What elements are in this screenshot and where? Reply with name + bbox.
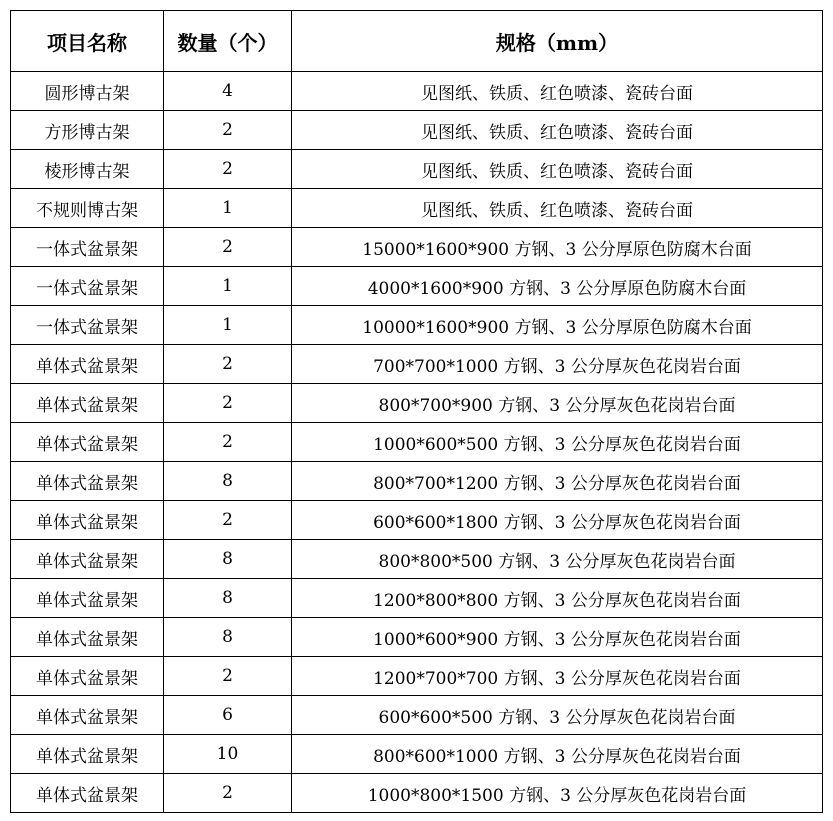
table-row bbox=[11, 189, 823, 228]
specification-cell: 800*700*1200 方钢、3 公分厚灰色花岗岩台面 bbox=[292, 462, 823, 501]
specification-cell: 600*600*1800 方钢、3 公分厚灰色花岗岩台面 bbox=[292, 501, 823, 540]
item-name-cell: 一体式盆景架 bbox=[11, 267, 164, 306]
quantity-cell: 2 bbox=[164, 150, 292, 189]
table-row bbox=[11, 540, 823, 579]
specification-cell: 1200*700*700 方钢、3 公分厚灰色花岗岩台面 bbox=[292, 657, 823, 696]
quantity-cell: 4 bbox=[164, 72, 292, 111]
specification-cell: 700*700*1000 方钢、3 公分厚灰色花岗岩台面 bbox=[292, 345, 823, 384]
specification-cell: 1000*800*1500 方钢、3 公分厚灰色花岗岩台面 bbox=[292, 774, 823, 813]
table-row bbox=[11, 267, 823, 306]
quantity-cell: 8 bbox=[164, 579, 292, 618]
specification-cell: 10000*1600*900 方钢、3 公分厚原色防腐木台面 bbox=[292, 306, 823, 345]
item-name-cell: 单体式盆景架 bbox=[11, 501, 164, 540]
table-row bbox=[11, 774, 823, 813]
item-name-cell: 一体式盆景架 bbox=[11, 306, 164, 345]
quantity-cell: 2 bbox=[164, 657, 292, 696]
quantity-cell: 2 bbox=[164, 501, 292, 540]
specification-cell: 800*800*500 方钢、3 公分厚灰色花岗岩台面 bbox=[292, 540, 823, 579]
quantity-cell: 1 bbox=[164, 306, 292, 345]
header-specification: 规格（mm） bbox=[292, 11, 823, 72]
item-name-cell: 单体式盆景架 bbox=[11, 774, 164, 813]
specification-cell: 600*600*500 方钢、3 公分厚灰色花岗岩台面 bbox=[292, 696, 823, 735]
specification-cell: 800*600*1000 方钢、3 公分厚灰色花岗岩台面 bbox=[292, 735, 823, 774]
item-name-cell: 单体式盆景架 bbox=[11, 657, 164, 696]
quantity-cell: 10 bbox=[164, 735, 292, 774]
spec-sheet bbox=[10, 10, 823, 813]
item-name-cell: 单体式盆景架 bbox=[11, 696, 164, 735]
quantity-cell: 8 bbox=[164, 540, 292, 579]
table-row bbox=[11, 306, 823, 345]
quantity-cell: 1 bbox=[164, 189, 292, 228]
specification-cell: 见图纸、铁质、红色喷漆、瓷砖台面 bbox=[292, 111, 823, 150]
specification-cell: 1000*600*900 方钢、3 公分厚灰色花岗岩台面 bbox=[292, 618, 823, 657]
quantity-cell: 2 bbox=[164, 228, 292, 267]
table-row bbox=[11, 423, 823, 462]
quantity-cell: 1 bbox=[164, 267, 292, 306]
specification-cell: 见图纸、铁质、红色喷漆、瓷砖台面 bbox=[292, 189, 823, 228]
header-row bbox=[11, 11, 823, 72]
item-name-cell: 棱形博古架 bbox=[11, 150, 164, 189]
table-row bbox=[11, 657, 823, 696]
table-row bbox=[11, 228, 823, 267]
specification-cell: 1000*600*500 方钢、3 公分厚灰色花岗岩台面 bbox=[292, 423, 823, 462]
item-name-cell: 单体式盆景架 bbox=[11, 618, 164, 657]
item-name-cell: 单体式盆景架 bbox=[11, 384, 164, 423]
item-name-cell: 单体式盆景架 bbox=[11, 735, 164, 774]
item-name-cell: 不规则博古架 bbox=[11, 189, 164, 228]
table-row bbox=[11, 72, 823, 111]
specification-cell: 4000*1600*900 方钢、3 公分厚原色防腐木台面 bbox=[292, 267, 823, 306]
table-row bbox=[11, 618, 823, 657]
quantity-cell: 2 bbox=[164, 774, 292, 813]
table-body bbox=[11, 72, 823, 813]
table-row bbox=[11, 384, 823, 423]
table-row bbox=[11, 579, 823, 618]
specification-cell: 见图纸、铁质、红色喷漆、瓷砖台面 bbox=[292, 72, 823, 111]
table-row bbox=[11, 735, 823, 774]
specification-cell: 1200*800*800 方钢、3 公分厚灰色花岗岩台面 bbox=[292, 579, 823, 618]
spec-table bbox=[10, 10, 823, 813]
quantity-cell: 2 bbox=[164, 384, 292, 423]
table-row bbox=[11, 462, 823, 501]
specification-cell: 15000*1600*900 方钢、3 公分厚原色防腐木台面 bbox=[292, 228, 823, 267]
table-row bbox=[11, 150, 823, 189]
quantity-cell: 6 bbox=[164, 696, 292, 735]
quantity-cell: 2 bbox=[164, 423, 292, 462]
quantity-cell: 8 bbox=[164, 618, 292, 657]
header-quantity: 数量（个） bbox=[164, 11, 292, 72]
table-row bbox=[11, 345, 823, 384]
quantity-cell: 2 bbox=[164, 111, 292, 150]
table-row bbox=[11, 501, 823, 540]
item-name-cell: 单体式盆景架 bbox=[11, 540, 164, 579]
item-name-cell: 单体式盆景架 bbox=[11, 462, 164, 501]
item-name-cell: 圆形博古架 bbox=[11, 72, 164, 111]
item-name-cell: 方形博古架 bbox=[11, 111, 164, 150]
quantity-cell: 2 bbox=[164, 345, 292, 384]
item-name-cell: 单体式盆景架 bbox=[11, 423, 164, 462]
table-row bbox=[11, 111, 823, 150]
specification-cell: 800*700*900 方钢、3 公分厚灰色花岗岩台面 bbox=[292, 384, 823, 423]
specification-cell: 见图纸、铁质、红色喷漆、瓷砖台面 bbox=[292, 150, 823, 189]
item-name-cell: 单体式盆景架 bbox=[11, 345, 164, 384]
header-item-name: 项目名称 bbox=[11, 11, 164, 72]
item-name-cell: 单体式盆景架 bbox=[11, 579, 164, 618]
item-name-cell: 一体式盆景架 bbox=[11, 228, 164, 267]
quantity-cell: 8 bbox=[164, 462, 292, 501]
table-row bbox=[11, 696, 823, 735]
